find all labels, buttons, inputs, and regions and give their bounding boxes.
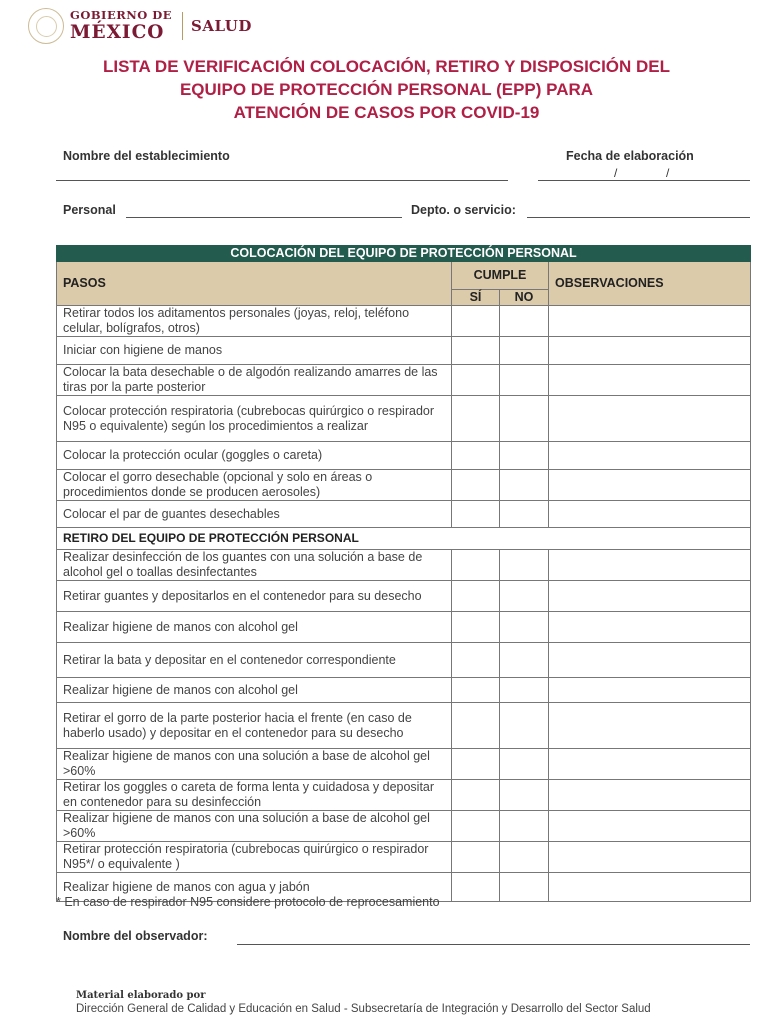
si-cell[interactable]: [452, 678, 500, 703]
date-separator: /: [666, 166, 670, 180]
date-label: Fecha de elaboración: [566, 149, 694, 163]
step-text: Realizar higiene de manos con una solución a base de alcohol gel >60%: [57, 749, 452, 780]
gov-line1: GOBIERNO DE: [70, 8, 173, 22]
no-cell[interactable]: [500, 470, 549, 501]
step-text: Realizar higiene de manos con alcohol gel: [57, 612, 452, 643]
step-text: Realizar higiene de manos con una solución a base de alcohol gel >60%: [57, 811, 452, 842]
step-text: Realizar desinfección de los guantes con una solución a base de alcohol gel o toallas desinfectantes: [57, 550, 452, 581]
personnel-label: Personal: [63, 203, 116, 217]
si-cell[interactable]: [452, 365, 500, 396]
si-cell[interactable]: [452, 337, 500, 365]
column-header-steps: PASOS: [57, 262, 452, 306]
observations-cell[interactable]: [549, 703, 751, 749]
department-field[interactable]: [527, 217, 750, 218]
no-cell[interactable]: [500, 612, 549, 643]
footnote: * En caso de respirador N95 considere protocolo de reprocesamiento: [56, 895, 440, 909]
observations-cell[interactable]: [549, 873, 751, 902]
table-row: [57, 612, 751, 643]
coat-of-arms-icon: [28, 8, 64, 44]
si-cell[interactable]: [452, 581, 500, 612]
table-row: [57, 643, 751, 678]
column-header-cumple: CUMPLE: [452, 262, 549, 290]
observations-cell[interactable]: [549, 612, 751, 643]
si-cell[interactable]: [452, 780, 500, 811]
no-cell[interactable]: [500, 501, 549, 528]
si-cell[interactable]: [452, 749, 500, 780]
table-row: [57, 337, 751, 365]
si-cell[interactable]: [452, 873, 500, 902]
retiro-section-title: RETIRO DEL EQUIPO DE PROTECCIÓN PERSONAL: [57, 528, 751, 550]
si-cell[interactable]: [452, 643, 500, 678]
table-row: [57, 470, 751, 501]
table-row: [57, 780, 751, 811]
no-cell[interactable]: [500, 581, 549, 612]
personnel-field[interactable]: [126, 217, 402, 218]
observations-cell[interactable]: [549, 396, 751, 442]
table-row: [57, 396, 751, 442]
observations-cell[interactable]: [549, 306, 751, 337]
logo-divider: [182, 12, 183, 40]
gov-line2: MÉXICO: [70, 21, 165, 43]
observations-cell[interactable]: [549, 337, 751, 365]
observations-cell[interactable]: [549, 811, 751, 842]
no-cell[interactable]: [500, 337, 549, 365]
table-row: [57, 306, 751, 337]
step-text: Colocar la bata desechable o de algodón realizando amarres de las tiras por la parte posterior: [57, 365, 452, 396]
no-cell[interactable]: [500, 811, 549, 842]
no-cell[interactable]: [500, 306, 549, 337]
step-text: Iniciar con higiene de manos: [57, 337, 452, 365]
table-row: [57, 365, 751, 396]
retiro-section-row: [57, 528, 751, 550]
no-cell[interactable]: [500, 442, 549, 470]
table-row: [57, 749, 751, 780]
step-text: Colocar el par de guantes desechables: [57, 501, 452, 528]
no-cell[interactable]: [500, 873, 549, 902]
observations-cell[interactable]: [549, 581, 751, 612]
document-title: [40, 55, 733, 124]
step-text: Colocar el gorro desechable (opcional y solo en áreas o procedimientos donde se producen aerosoles): [57, 470, 452, 501]
observations-cell[interactable]: [549, 470, 751, 501]
table-row: [57, 581, 751, 612]
step-text: Colocar protección respiratoria (cubrebocas quirúrgico o respirador N95 o equivalente) según los procedimientos a realizar: [57, 396, 452, 442]
observations-cell[interactable]: [549, 749, 751, 780]
no-cell[interactable]: [500, 365, 549, 396]
column-header-no: NO: [500, 290, 549, 306]
step-text: Retirar guantes y depositarlos en el contenedor para su desecho: [57, 581, 452, 612]
no-cell[interactable]: [500, 396, 549, 442]
table-row: [57, 811, 751, 842]
si-cell[interactable]: [452, 842, 500, 873]
observations-cell[interactable]: [549, 780, 751, 811]
si-cell[interactable]: [452, 501, 500, 528]
observations-cell[interactable]: [549, 643, 751, 678]
colocacion-band-title: COLOCACIÓN DEL EQUIPO DE PROTECCIÓN PERSONAL: [57, 246, 751, 262]
establishment-label: Nombre del establecimiento: [63, 149, 230, 163]
no-cell[interactable]: [500, 749, 549, 780]
step-text: Retirar el gorro de la parte posterior hacia el frente (en caso de haberlo usado) y depositar en el contenedor para su desecho: [57, 703, 452, 749]
establishment-field[interactable]: [56, 180, 508, 181]
si-cell[interactable]: [452, 470, 500, 501]
step-text: Retirar la bata y depositar en el contenedor correspondiente: [57, 643, 452, 678]
no-cell[interactable]: [500, 643, 549, 678]
observations-cell[interactable]: [549, 842, 751, 873]
table-row: [57, 550, 751, 581]
observations-cell[interactable]: [549, 678, 751, 703]
observer-label: Nombre del observador:: [63, 929, 208, 943]
step-text: Retirar los goggles o careta de forma lenta y cuidadosa y depositar en contenedor para su desinfección: [57, 780, 452, 811]
credits-line-1: Material elaborado por: [76, 990, 206, 1001]
step-text: Retirar protección respiratoria (cubrebocas quirúrgico o respirador N95*/ o equivalente ): [57, 842, 452, 873]
table-row: [57, 842, 751, 873]
no-cell[interactable]: [500, 780, 549, 811]
no-cell[interactable]: [500, 842, 549, 873]
step-text: Retirar todos los aditamentos personales (joyas, reloj, teléfono celular, bolígrafos, otros): [57, 306, 452, 337]
government-wordmark: [70, 10, 172, 42]
step-text: Realizar higiene de manos con alcohol gel: [57, 678, 452, 703]
observations-cell[interactable]: [549, 442, 751, 470]
step-text: Realizar higiene de manos con agua y jabón: [57, 873, 452, 902]
observations-cell[interactable]: [549, 365, 751, 396]
no-cell[interactable]: [500, 678, 549, 703]
title-line-2: EQUIPO DE PROTECCIÓN PERSONAL (EPP) PARA: [179, 80, 594, 99]
si-cell[interactable]: [452, 396, 500, 442]
table-row: [57, 678, 751, 703]
title-line-1: LISTA DE VERIFICACIÓN COLOCACIÓN, RETIRO Y DISPOSICIÓN DEL: [102, 57, 671, 76]
government-logo: [28, 6, 252, 46]
si-cell[interactable]: [452, 703, 500, 749]
date-field[interactable]: [538, 180, 750, 181]
si-cell[interactable]: [452, 442, 500, 470]
checklist-table: [56, 245, 751, 902]
si-cell[interactable]: [452, 306, 500, 337]
step-text: Colocar la protección ocular (goggles o careta): [57, 442, 452, 470]
si-cell[interactable]: [452, 550, 500, 581]
column-header-si: SÍ: [452, 290, 500, 306]
date-separator: /: [614, 166, 618, 180]
department-label: Depto. o servicio:: [411, 203, 516, 217]
si-cell[interactable]: [452, 612, 500, 643]
title-line-3: ATENCIÓN DE CASOS POR COVID-19: [233, 103, 540, 122]
observations-cell[interactable]: [549, 501, 751, 528]
table-row: [57, 703, 751, 749]
observer-field[interactable]: [237, 944, 750, 945]
column-header-observations: OBSERVACIONES: [549, 262, 751, 306]
table-row: [57, 442, 751, 470]
no-cell[interactable]: [500, 550, 549, 581]
observations-cell[interactable]: [549, 550, 751, 581]
si-cell[interactable]: [452, 811, 500, 842]
agency-name: SALUD: [191, 17, 252, 35]
table-row: [57, 501, 751, 528]
no-cell[interactable]: [500, 703, 549, 749]
credits-line-2: Dirección General de Calidad y Educación en Salud - Subsecretaría de Integración y Desarrollo del Sector Salud: [76, 1003, 651, 1015]
